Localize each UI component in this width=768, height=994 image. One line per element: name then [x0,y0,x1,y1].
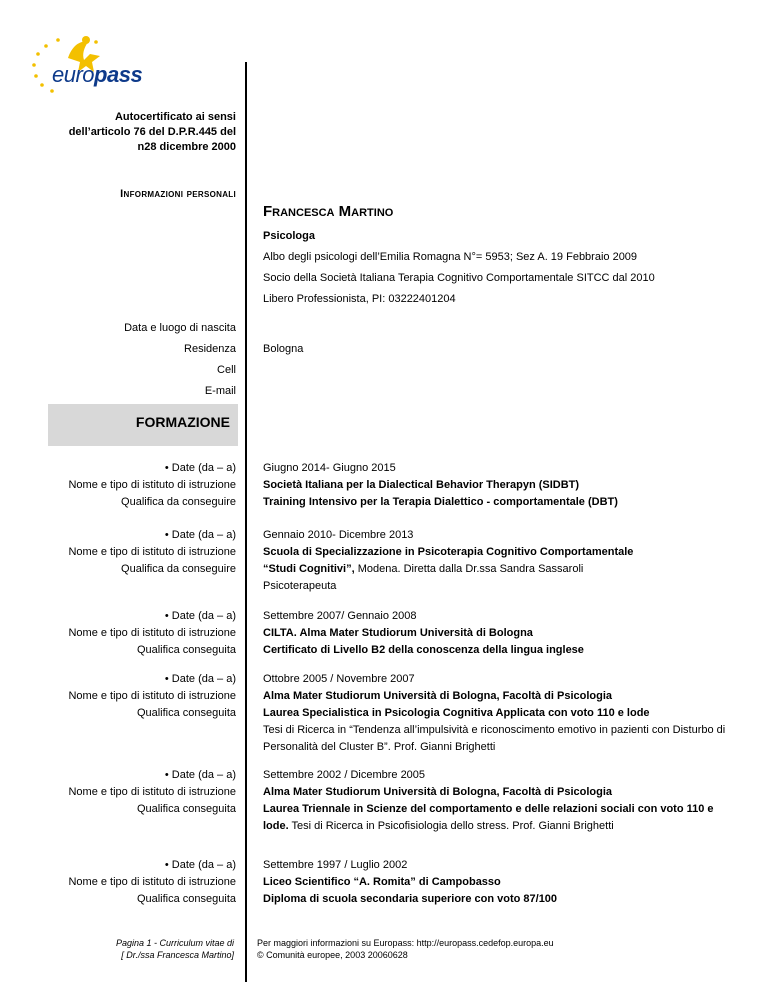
field-label-residence: Residenza [184,343,236,355]
footer-page-info: Pagina 1 - Curriculum vitae di [ Dr./ssa Francesca Martino] [115,938,234,960]
entry-label: Nome e tipo di istituto di istruzione [68,690,236,702]
entry-label: • Date (da – a) [164,610,236,622]
entry-label: Qualifica da conseguire [121,563,236,575]
entry-line: Tesi di Ricerca in “Tendenza all’impulsività e riconoscimento emotivo in pazienti con Disturbo di [263,724,726,736]
entry-line: Alma Mater Studiorum Università di Bologna, Facoltà di Psicologia [263,786,613,798]
entry-line: Liceo Scientifico “A. Romita” di Campobasso [263,876,501,888]
field-value-residence: Bologna [263,343,304,355]
info-line: Libero Professionista, PI: 03222401204 [263,293,456,305]
entry-label: Qualifica conseguita [136,803,236,815]
info-line: Albo degli psicologi dell’Emilia Romagna N°= 5953; Sez A. 19 Febbraio 2009 [263,251,638,263]
entry-line: Scuola di Specializzazione in Psicoterapia Cognitivo Comportamentale [263,546,634,558]
footer-europass-info: Per maggiori informazioni su Europass: http://europass.cedefop.europa.eu © Comunità europee, 2003 20060628 [257,938,554,960]
column-divider [245,62,247,982]
entry-labels [68,671,236,722]
entry-line: Psicoterapeuta [263,580,337,592]
entry-label: Qualifica conseguita [136,644,236,656]
personal-field-labels [124,320,236,400]
entry-label: • Date (da – a) [164,859,236,871]
entry-label: Qualifica conseguita [136,707,236,719]
entry-line: Gennaio 2010- Dicembre 2013 [263,529,414,541]
entry-line: Laurea Specialistica in Psicologia Cognitiva Applicata con voto 110 e lode [263,707,650,719]
entry-line: Settembre 2002 / Dicembre 2005 [263,769,426,781]
entry-line: Diploma di scuola secondaria superiore con voto 87/100 [263,893,558,905]
entry-label: • Date (da – a) [164,462,236,474]
entry-line: “Studi Cognitivi”, Modena. Diretta dalla Dr.ssa Sandra Sassaroli [263,563,584,575]
entry-label: • Date (da – a) [164,769,236,781]
entry-label: Nome e tipo di istituto di istruzione [68,546,236,558]
entry-label: Nome e tipo di istituto di istruzione [68,876,236,888]
info-line: Socio della Società Italiana Terapia Cognitivo Comportamentale SITCC dal 2010 [263,272,655,284]
entry-line: Settembre 2007/ Gennaio 2008 [263,610,417,622]
entry-line: Ottobre 2005 / Novembre 2007 [263,673,415,685]
entry-content [263,460,733,511]
entry-label: Nome e tipo di istituto di istruzione [68,786,236,798]
entry-label: • Date (da – a) [164,673,236,685]
field-label-birth: Data e luogo di nascita [124,322,236,334]
entry-label: Qualifica conseguita [136,893,236,905]
entry-label: Nome e tipo di istituto di istruzione [68,627,236,639]
entry-line: Laurea Triennale in Scienze del comportamento e delle relazioni sociali con voto 110 e [263,803,714,815]
entry-line: Giugno 2014- Giugno 2015 [263,462,396,474]
entry-labels [68,527,236,578]
entry-line: lode. Tesi di Ricerca in Psicofisiologia dello stress. Prof. Gianni Brighetti [263,820,614,832]
entry-line: Training Intensivo per la Terapia Dialettico - comportamentale (DBT) [263,496,618,508]
entry-labels [68,460,236,511]
entry-content [263,767,733,835]
entry-line: CILTA. Alma Mater Studiorum Università di Bologna [263,627,533,639]
entry-labels [68,767,236,818]
certification-note: Autocertificato ai sensi dell’articolo 76 del D.P.R.445 del n28 dicembre 2000 [68,111,236,153]
field-label-email: E-mail [204,385,236,397]
entry-line: Certificato di Livello B2 della conoscenza della lingua inglese [263,644,584,656]
entry-label: Nome e tipo di istituto di istruzione [68,479,236,491]
entry-labels [68,608,236,659]
entry-content [263,608,733,659]
europass-wordmark: europass [52,62,143,87]
entry-label: • Date (da – a) [164,529,236,541]
entry-line: Personalità del Cluster B”. Prof. Gianni Brighetti [263,741,496,753]
entry-labels [68,857,236,908]
entry-content [263,671,733,756]
entry-line: Società Italiana per la Dialectical Behavior Therapyn (SIDBT) [263,479,580,491]
entry-line: Settembre 1997 / Luglio 2002 [263,859,408,871]
person-name: Francesca Martino [263,203,394,220]
profession-block [263,228,733,308]
field-label-cell: Cell [217,364,236,376]
profession: Psicologa [263,230,315,242]
section-label-personal: Informazioni personali [120,188,236,200]
entry-content [263,527,733,595]
entry-line: Alma Mater Studiorum Università di Bologna, Facoltà di Psicologia [263,690,613,702]
section-title-formazione: FORMAZIONE [135,414,230,430]
entry-label: Qualifica da conseguire [121,496,236,508]
entry-content [263,857,733,908]
